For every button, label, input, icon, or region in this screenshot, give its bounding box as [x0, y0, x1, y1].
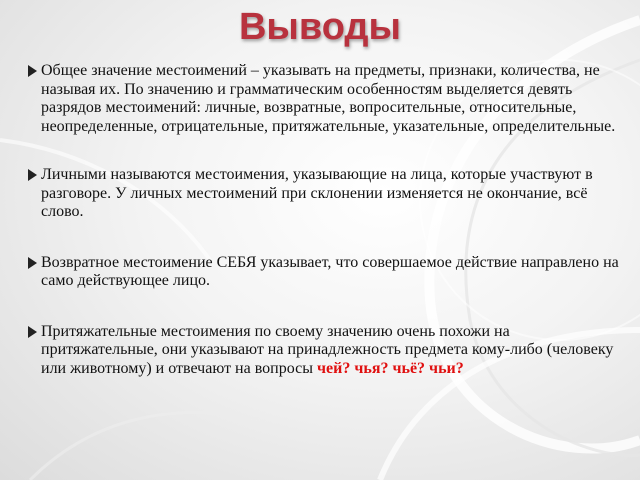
- slide-content: [28, 62, 628, 378]
- bullet-text: Возвратное местоимение СЕБЯ указывает, что совершаемое действие направлено на само действующее лицо.: [41, 253, 619, 289]
- bullet-text: Общее значение местоимений – указывать на предметы, признаки, количества, не называя их. По значению и грамматическим особенностям выделяется девять разрядов местоимений: личные, возвратные, вопросительные, относительные, неопределенные, отрицательные, притяжательные, указательные, определительные.: [41, 62, 616, 135]
- arrow-bullet-icon: [28, 169, 37, 181]
- slide-title: Выводы: [238, 6, 402, 48]
- arrow-bullet-icon: [28, 326, 37, 338]
- bullet-text: Притяжательные местоимения по своему значению очень похожи на притяжательные, они указывают на принадлежность предмета кому-либо (человеку или животному) и отвечают на вопросы: [41, 322, 614, 377]
- bullet-text: Личными называются местоимения, указывающие на лица, которые участвуют в разговоре. У личных местоимений при склонении изменяется не окончание, всё слово.: [41, 166, 593, 220]
- bullet-item: [28, 166, 628, 222]
- arrow-bullet-icon: [28, 257, 37, 269]
- bullet-item: [28, 62, 628, 136]
- bullet-item: [28, 323, 628, 379]
- question-words-highlight: чей? чья? чьё? чьи?: [316, 359, 464, 377]
- arrow-bullet-icon: [28, 65, 37, 77]
- bullet-item: [28, 254, 628, 291]
